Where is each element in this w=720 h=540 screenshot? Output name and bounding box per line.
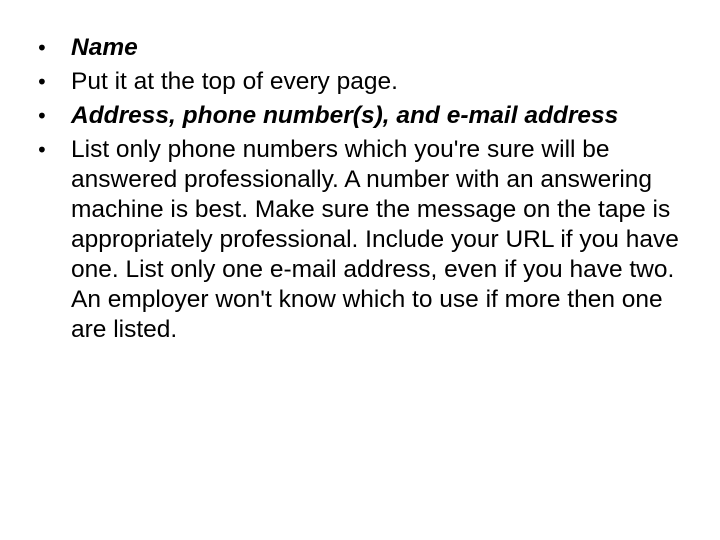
bullet-icon: • [36, 138, 48, 162]
bullet-item-name [36, 33, 696, 63]
bullet-text: Put it at the top of every page. [71, 68, 398, 95]
bullet-text: Address, phone number(s), and e-mail address [71, 102, 619, 129]
bullet-item-phone-advice [36, 135, 696, 345]
bullet-icon: • [36, 104, 48, 128]
bullet-icon: • [36, 36, 48, 60]
bullet-list [36, 33, 696, 345]
bullet-text: Name [71, 34, 138, 61]
bullet-text: List only phone numbers which you're sure will be answered professionally. A number with an answering machine is best. Make sure the message on the tape is appropriately professional. Include your URL if you have one. List only one e-mail address, even if you have two. An employer won't know which to use if more then one are listed. [71, 136, 679, 343]
bullet-item-placement [36, 67, 696, 97]
bullet-item-contact [36, 101, 696, 131]
bullet-icon: • [36, 70, 48, 94]
